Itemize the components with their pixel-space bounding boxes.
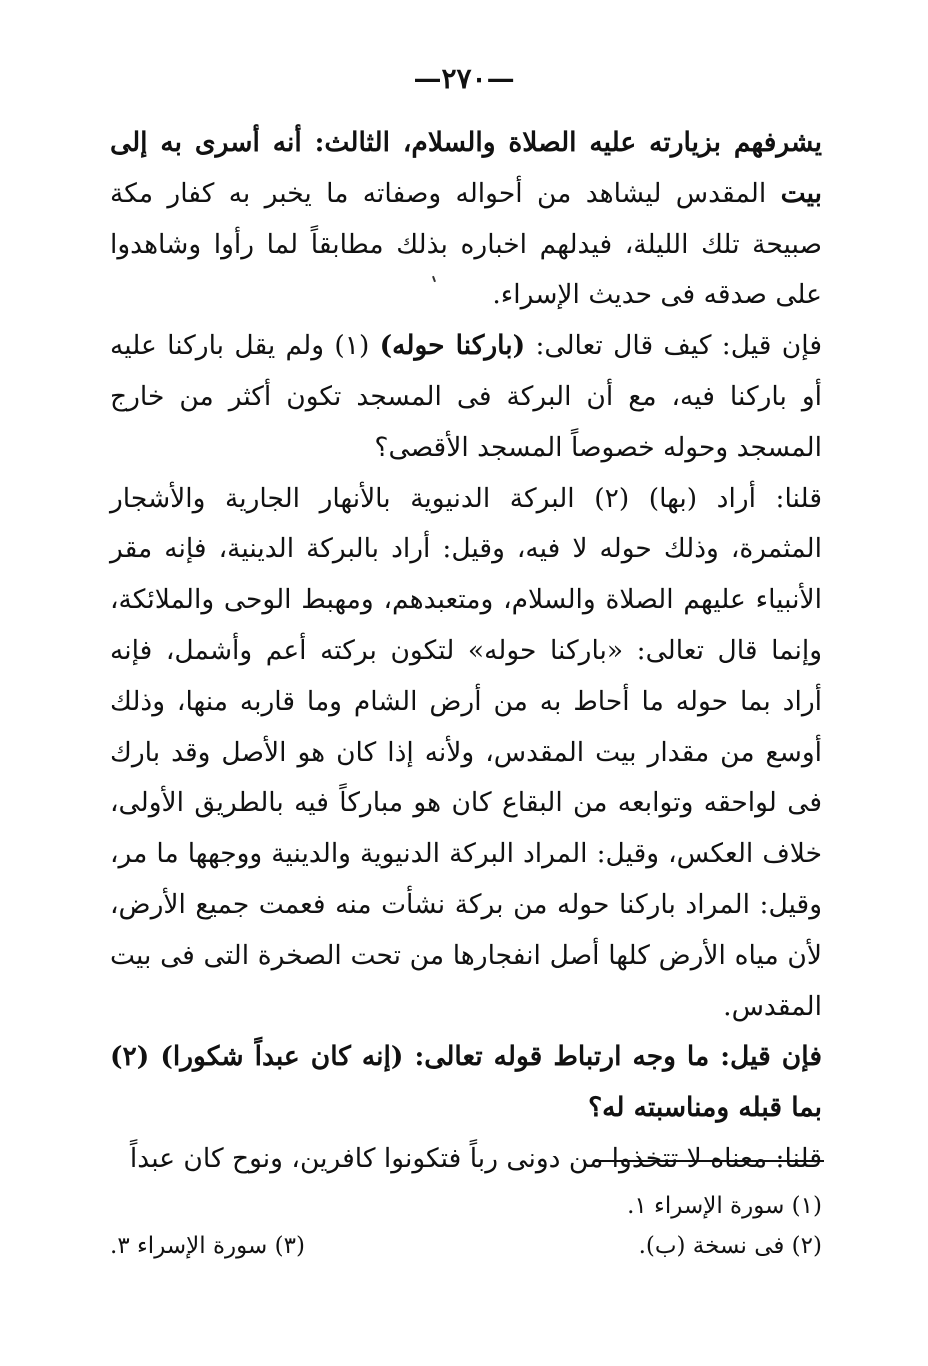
footnote-row-2: [110, 1226, 822, 1266]
paragraph-2-segment-b: (١) ولم يقل باركنا عليه أو باركنا فيه، مع أن البركة فى المسجد تكون أكثر من خارج المسجد وحوله خصوصاً المسجد الأقصى؟: [110, 330, 822, 463]
paragraph-2-segment-a: فإن قيل: كيف قال تعالى:: [525, 330, 822, 362]
footnote-separator: [594, 1160, 824, 1162]
paragraph-1-bold-segment: يشرفهم بزيارته عليه الصلاة والسلام، الثالث: أنه أسرى به إلى بيت: [110, 127, 822, 209]
footnote-1: (١) سورة الإسراء ١.: [627, 1193, 822, 1219]
footnote-2: (٢) فى نسخة (ب).: [638, 1233, 822, 1259]
paragraph-4-bold-segment: فإن قيل: ما وجه ارتباط قوله تعالى: (إنه كان عبداً شكورا) (٢) بما قبله ومناسبته له؟: [110, 1041, 822, 1124]
paragraph-3-segment: قلنا: أراد (بها) (٢) البركة الدنيوية بالأنهار الجارية والأشجار المثمرة، وذلك حوله لا فيه، وقيل: أراد بالبركة الدينية، فإنه مقر الأنبياء عليهم الصلاة والسلام، ومتعبدهم، ومهبط الوحى والملائكة، وإنما قال تعالى: «باركنا حوله» لتكون بركته أعم وأشمل، فإنه أراد بما حوله ما أحاط به من أرض الشام وما قاربه منها، وذلك أوسع من مقدار بيت المقدس، ولأنه إذا كان هو الأصل وقد بارك فى لواحقه وتوابعه من البقاع كان هو مباركاً فيه بالطريق الأولى، خلاف العكس، وقيل: المراد البركة الدنيوية والدينية ووجهها ما مر، وقيل: المراد باركنا حوله من بركة نشأت منه فعمت جميع الأرض، لأن مياه الأرض كلها أصل انفجارها من تحت الصخرة التى فى بيت المقدس.: [110, 482, 822, 1022]
paragraph-1-segment: المقدس ليشاهد من أحواله وصفاته ما يخبر به كفار مكة صبيحة تلك الليلة، فيدلهم اخباره بذلك مطابقاً لما رأوا وشاهدوا على صدقه فى حديث الإسراء.: [110, 177, 822, 311]
footnote-3: (٣) سورة الإسراء ٣.: [110, 1233, 305, 1259]
paragraph-2-quran-quote: (باركنا حوله): [379, 330, 526, 362]
page-number: —٢٧٠—: [413, 62, 515, 95]
paragraph-2: [110, 321, 822, 473]
footnote-row-1: [110, 1186, 822, 1226]
paragraph-1: [110, 118, 822, 321]
paragraph-4: [110, 1032, 822, 1134]
main-text: [110, 118, 822, 1185]
footnotes: [110, 1186, 822, 1266]
paragraph-3: [110, 474, 822, 1033]
paragraph-5-segment: قلنا: معناه لا تتخذوا من دونى رباً فتكونوا كافرين، ونوح كان عبداً: [129, 1142, 822, 1174]
